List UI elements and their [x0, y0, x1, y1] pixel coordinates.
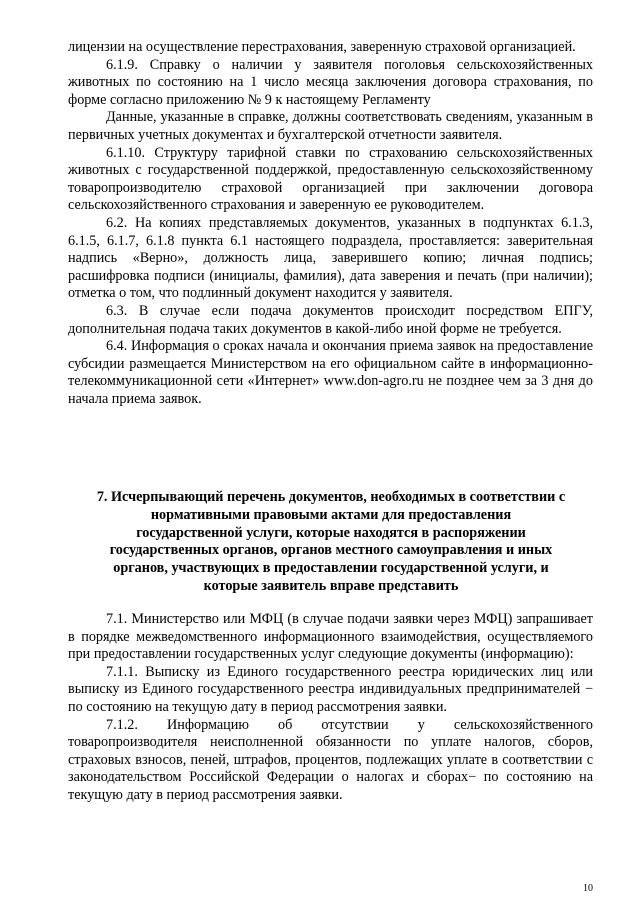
- paragraph-7-1-1: 7.1.1. Выписку из Единого государственного реестра юридических лиц или выписку из Единого государственного реестра индивидуальных предпринимателей − по состоянию на текущую дату в период рассмотрения заявки.: [68, 663, 593, 715]
- paragraph-6-3: 6.3. В случае если подача документов происходит посредством ЕПГУ, дополнительная подача таких документов в какой-либо иной форме не требуется.: [68, 302, 593, 337]
- paragraph-data-requirement: Данные, указанные в справке, должны соответствовать сведениям, указанным в первичных учетных документах и бухгалтерской отчетности заявителя.: [68, 109, 593, 143]
- paragraph-7-1: 7.1. Министерство или МФЦ (в случае подачи заявки через МФЦ) запрашивает в порядке межведомственного информационного взаимодействия, осуществляемого при предоставлении государственных услуг следующие документы (информацию):: [68, 611, 593, 663]
- paragraph-6-2: 6.2. На копиях представляемых документов, указанных в подпунктах 6.1.3, 6.1.5, 6.1.7, 6.1.8 пункта 6.1 настоящего подраздела, проставляется: заверительная надпись «Верно», должность лица, заверившего копию; личная подпись; расшифровка подписи (инициалы, фамилия), дата заверения и печать (при наличии); отметка о том, что подлинный документ находится у заявителя.: [68, 214, 593, 302]
- paragraph-6-4: 6.4. Информация о сроках начала и окончания приема заявок на предоставление субсидии размещается Министерством на его официальном сайте в информационно-телекоммуникационной сети «Интернет» www.don-agro.ru не позднее чем за 3 дня до начала приема заявок.: [68, 338, 593, 407]
- top-text-block: [68, 39, 593, 408]
- paragraph-license-end: лицензии на осуществление перестрахования, заверенную страховой организацией.: [68, 39, 576, 55]
- paragraph-7-1-2: 7.1.2. Информацию об отсутствии у сельскохозяйственного товаропроизводителя неисполненной обязанности по уплате налогов, сборов, страховых взносов, пеней, штрафов, процентов, подлежащих уплате в соответствии с законодательством Российской Федерации о налогах и сборах− по состоянию на текущую дату в период рассмотрения заявки.: [68, 716, 593, 803]
- section-7-heading: 7. Исчерпывающий перечень документов, необходимых в соответствии с нормативными правовыми актами для предоставления государственной услуги, которые находятся в распоряжении государственных органов, органов местного самоуправления и иных органов, участвующих в предоставлении государственной услуги, и которые заявитель вправе представить: [96, 489, 566, 594]
- paragraph-6-1-10: 6.1.10. Структуру тарифной ставки по страхованию сельскохозяйственных животных с государственной поддержкой, предоставленную сельскохозяйственному товаропроизводителю страховой организацией при заключении договора сельскохозяйственного страхования и заверенную ее руководителем.: [68, 144, 593, 214]
- page-number: 10: [583, 883, 593, 894]
- bottom-text-block: [68, 611, 593, 805]
- paragraph-6-1-9: 6.1.9. Справку о наличии у заявителя поголовья сельскохозяйственных животных по состоянию на 1 число месяца заключения договора страхования, по форме согласно приложению № 9 к настоящему Регламенту: [68, 56, 593, 108]
